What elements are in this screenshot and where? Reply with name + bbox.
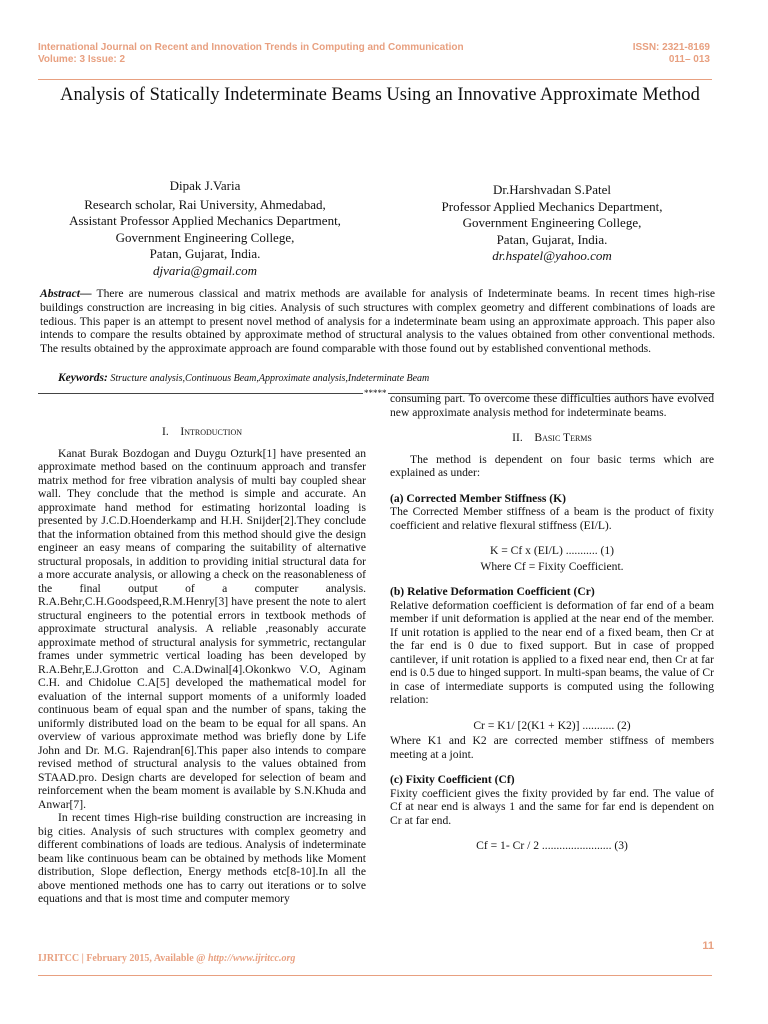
- paper-title: Analysis of Statically Indeterminate Beams Using an Innovative Approximate Method: [60, 85, 700, 105]
- section-number: II.: [512, 431, 523, 444]
- equation-where: Where K1 and K2 are corrected member stiffness of members meeting at a joint.: [390, 734, 714, 761]
- paragraph: The Corrected Member stiffness of a beam is the product of fixity coefficient and relative flexural stiffness (EI/L).: [390, 505, 714, 532]
- journal-pages: 011– 013: [668, 54, 710, 65]
- term-heading: (b) Relative Deformation Coefficient (Cr): [390, 585, 595, 598]
- page-footer: [38, 953, 295, 964]
- page-number: 11: [702, 940, 714, 952]
- author-affiliation-line: Government Engineering College,: [462, 215, 642, 230]
- paragraph: The method is dependent on four basic terms which are explained as under:: [390, 452, 714, 479]
- header-rule: [38, 79, 712, 80]
- equation: K = Cf x (EI/L) ........... (1): [489, 544, 615, 557]
- paragraph: In recent times High-rise building construction are increasing in big cities. Analysis of such structures with complex geometry and different combinations of loads are tedious. Analysis of indeterminate beam like continuous beam can be obtained by methods like Moment distribution, Slope deflection, Energy methods etc[8-10].In all the above mentioned methods one has to carry out iterations or to solve equations and that is most time and computer memory: [38, 811, 366, 905]
- author-email: dr.hspatel@yahoo.com: [492, 248, 612, 263]
- abstract: [40, 287, 715, 356]
- journal-issn: ISSN: 2321-8169: [632, 42, 710, 53]
- section-number: I.: [162, 425, 169, 438]
- section-heading: [38, 425, 366, 439]
- section-title: Basic Terms: [534, 431, 592, 444]
- term-heading: (c) Fixity Coefficient (Cf): [390, 773, 515, 786]
- author-name: Dipak J.Varia: [169, 178, 241, 193]
- term-heading: (a) Corrected Member Stiffness (K): [390, 491, 566, 505]
- separator-mark: *****: [364, 388, 387, 398]
- left-column: [38, 421, 366, 906]
- footer-text: IJRITCC | February 2015, Available @: [38, 953, 208, 964]
- journal-name: International Journal on Recent and Innovation Trends in Computing and Communication: [38, 42, 464, 53]
- author-block-2: [382, 182, 722, 265]
- section-heading: [390, 431, 714, 445]
- footer-link[interactable]: http://www.ijritcc.org: [207, 953, 296, 964]
- keywords: [58, 372, 429, 384]
- equation: Cf = 1- Cr / 2 ........................ (3): [476, 839, 628, 852]
- section-title: Introduction: [180, 425, 242, 438]
- paragraph: Kanat Burak Bozdogan and Duygu Ozturk[1] have presented an approximate method based on the continuum approach and transfer matrix method for free vibration analysis of multi bay coupled shear wall. They conclude that the method is simple and accurate. An approximate hand method for estimating horizontal loading is presented by J.C.D.Hoenderkamp and H.H. Snijder[2].They conclude that the information obtained from this method should give the design engineer an easy means of comparing the suitability of alternative structural proposals, in addition to providing initial structural data for a more accurate analysis, or allowing a check on the reasonableness of the final output of a computer analysis. R.A.Behr,C.H.Goodspeed,R.M.Henry[3] have present the note to alert structural engineers to the potential errors in textbook methods of approximate structural analysis. A reliable ,reasonably accurate approximate method of structural analysis for symmetric, rectangular frames under symmetric vertical loading has been developed by R.A.Behr,E.J.Grotton and C.A.Dwinal[4].Okonkwo V.O, Aginam C.H. and Chidolue C.A[5] developed the mathematical model for evaluation of the internal support moments of a uniformly loaded continuous beam of equal span and the number of spans, taking the uniformly distributed load on the beam to be equal for all spans. An overview of various approximate method was briefly done by Life John and Dr. M.G. Rajendran[6].This paper also intends to compare revised method of structural analysis to the values obtained from STAAD.pro. Design charts are developed for selection of beam and reinforcement when the beam moment is available by S.N.Khuda and Anwar[7].: [38, 446, 366, 811]
- abstract-text: There are numerous classical and matrix methods are available for analysis of Indeterminate beams. In recent times high-rise buildings construction are increasing in big cities. Analysis of such structures with complex geometry and different combinations of loads are tedious. This paper is an attempt to present novel method of analysis for a indeterminate beam using an approximate approach. This paper also intends to compare the results obtained by approximate method of structural analysis to the values obtained from other conventional methods. The results obtained by the approximate approach are found comparable with those found out by established conventional methods.: [40, 287, 715, 356]
- abstract-label: Abstract—: [40, 287, 92, 300]
- journal-volume: Volume: 3 Issue: 2: [38, 54, 126, 65]
- author-affiliation-line: Professor Applied Mechanics Department,: [441, 198, 663, 214]
- journal-issn-block: [633, 42, 710, 66]
- author-email: djvaria@gmail.com: [152, 262, 258, 278]
- author-affiliation-line: Assistant Professor Applied Mechanics Department,: [69, 213, 341, 228]
- author-block-1: [40, 178, 370, 279]
- author-affiliation-line: Patan, Gujarat, India.: [496, 231, 608, 247]
- author-affiliation-line: Patan, Gujarat, India.: [149, 246, 261, 261]
- author-affiliation-line: Government Engineering College,: [115, 229, 295, 245]
- equation: Cr = K1/ [2(K1 + K2)] ........... (2): [473, 718, 631, 732]
- paragraph: Fixity coefficient gives the fixity provided by far end. The value of Cf at near end is always 1 and the same for far end is dependent on Cr at far end.: [390, 786, 714, 827]
- equation-where: Where Cf = Fixity Coefficient.: [480, 559, 624, 573]
- paragraph: Relative deformation coefficient is deformation of far end of a beam member if unit deformation is applied at the near end of the member. If unit rotation is applied to the near end of a fixed beam, then Cr at the far end is 0 due to fixed support. But in case of propped cantilever, if unit rotation is applied to a fixed near end, then Cr at far end is 0.5 due to hinged support. In multi-span beams, the value of Cr in case of intermediate supports is computed using the following relation:: [390, 598, 714, 706]
- paragraph: consuming part. To overcome these difficulties authors have evolved new approximate analysis method for indeterminate beams.: [390, 392, 714, 419]
- author-affiliation-line: Research scholar, Rai University, Ahmedabad,: [84, 196, 326, 212]
- footer-rule: [38, 975, 712, 976]
- author-name: Dr.Harshvadan S.Patel: [492, 182, 612, 197]
- right-column: [390, 392, 714, 855]
- keywords-text: Structure analysis,Continuous Beam,Approximate analysis,Indeterminate Beam: [110, 373, 430, 384]
- journal-header: [38, 42, 464, 66]
- keywords-label: Keywords:: [58, 372, 108, 384]
